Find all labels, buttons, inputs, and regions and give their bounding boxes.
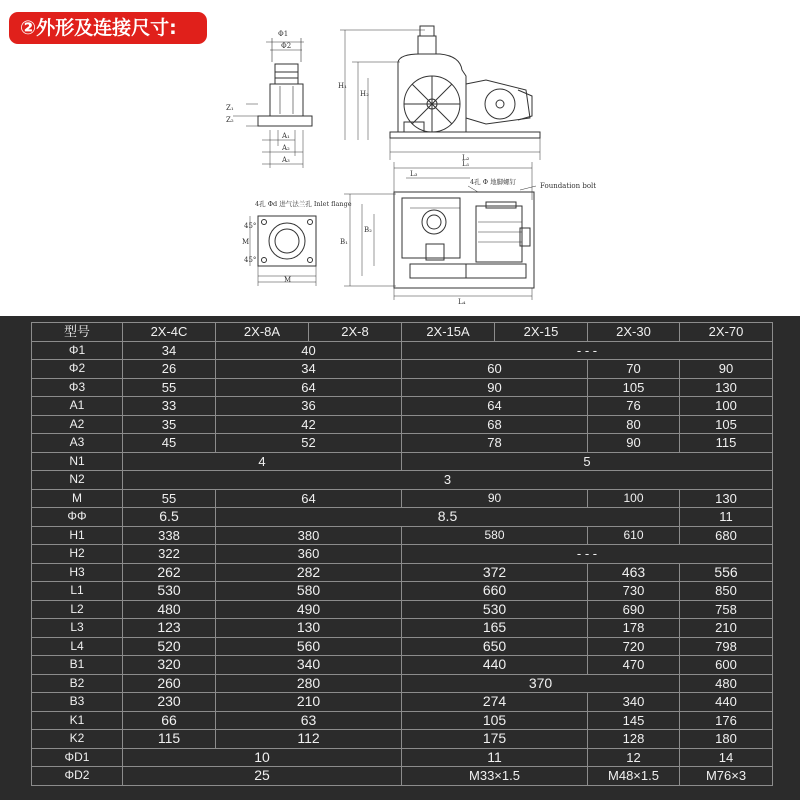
row-label: N1 bbox=[32, 452, 123, 471]
table-cell: 210 bbox=[216, 693, 402, 712]
dim-label-l2: L₂ bbox=[462, 154, 470, 162]
front-elevation-view bbox=[340, 26, 540, 160]
table-cell: 650 bbox=[402, 637, 588, 656]
table-cell: 580 bbox=[216, 582, 402, 601]
table-cell: 360 bbox=[216, 545, 402, 564]
table-row bbox=[32, 378, 773, 397]
table-row bbox=[32, 730, 773, 749]
table-cell: 610 bbox=[588, 526, 680, 545]
foundation-bolt-label: Foundation bolt bbox=[540, 182, 597, 190]
column-header-2x-15a: 2X-15A bbox=[402, 323, 495, 342]
table-cell: 10 bbox=[123, 748, 402, 767]
table-cell: 180 bbox=[680, 730, 773, 749]
table-cell: 12 bbox=[588, 748, 680, 767]
row-label: Φ2 bbox=[32, 360, 123, 379]
table-cell: 5 bbox=[402, 452, 773, 471]
table-row bbox=[32, 508, 773, 527]
spec-table-panel bbox=[0, 316, 800, 800]
anchor-bolt-label: 4孔 Φ 地脚螺钉 bbox=[470, 178, 517, 186]
table-cell: 34 bbox=[123, 341, 216, 360]
table-cell: 260 bbox=[123, 674, 216, 693]
dim-label-h1: H₁ bbox=[338, 82, 347, 90]
dim-label-z2: Z₂ bbox=[226, 116, 234, 124]
table-row bbox=[32, 711, 773, 730]
table-cell: 470 bbox=[588, 656, 680, 675]
table-cell: 262 bbox=[123, 563, 216, 582]
table-cell: 90 bbox=[588, 434, 680, 453]
table-row bbox=[32, 489, 773, 508]
table-row bbox=[32, 452, 773, 471]
row-label: B3 bbox=[32, 693, 123, 712]
dim-label-phi1: Φ1 bbox=[278, 30, 289, 38]
column-header-2x-4c: 2X-4C bbox=[123, 323, 216, 342]
table-cell: - - - bbox=[402, 341, 773, 360]
table-row bbox=[32, 397, 773, 416]
table-cell: 3 bbox=[123, 471, 773, 490]
section-title: ②外形及连接尺寸: bbox=[20, 17, 177, 39]
column-header-model: 型号 bbox=[32, 323, 123, 342]
plan-view-flange bbox=[250, 216, 316, 286]
table-cell: 372 bbox=[402, 563, 588, 582]
table-cell: 176 bbox=[680, 711, 773, 730]
table-row bbox=[32, 415, 773, 434]
table-cell: 90 bbox=[402, 489, 588, 508]
table-cell: 42 bbox=[216, 415, 402, 434]
table-cell: 530 bbox=[123, 582, 216, 601]
row-label: ΦD2 bbox=[32, 767, 123, 786]
column-header-2x-70: 2X-70 bbox=[680, 323, 773, 342]
table-row bbox=[32, 656, 773, 675]
table-header-row bbox=[32, 323, 773, 342]
row-label: Φ1 bbox=[32, 341, 123, 360]
table-cell: 115 bbox=[123, 730, 216, 749]
table-cell: 380 bbox=[216, 526, 402, 545]
row-label: A1 bbox=[32, 397, 123, 416]
table-cell: 210 bbox=[680, 619, 773, 638]
table-cell: 690 bbox=[588, 600, 680, 619]
table-cell: 560 bbox=[216, 637, 402, 656]
table-cell: 280 bbox=[216, 674, 402, 693]
row-label: L4 bbox=[32, 637, 123, 656]
table-cell: 530 bbox=[402, 600, 588, 619]
technical-drawing bbox=[0, 0, 800, 320]
table-cell: 338 bbox=[123, 526, 216, 545]
table-cell: 90 bbox=[402, 378, 588, 397]
table-cell: 322 bbox=[123, 545, 216, 564]
table-row bbox=[32, 341, 773, 360]
table-row bbox=[32, 619, 773, 638]
table-cell: 340 bbox=[588, 693, 680, 712]
dim-label-l4: L₄ bbox=[458, 298, 466, 306]
dimension-spec-table bbox=[31, 322, 773, 786]
table-cell: 175 bbox=[402, 730, 588, 749]
table-cell: 4 bbox=[123, 452, 402, 471]
table-cell: 480 bbox=[123, 600, 216, 619]
table-cell: 64 bbox=[402, 397, 588, 416]
side-view-inlet bbox=[233, 38, 312, 168]
dim-label-45b: 45° bbox=[244, 256, 257, 264]
dim-label-a3: A₃ bbox=[282, 156, 290, 164]
table-row bbox=[32, 526, 773, 545]
row-label: K1 bbox=[32, 711, 123, 730]
table-row bbox=[32, 360, 773, 379]
table-cell: 340 bbox=[216, 656, 402, 675]
table-cell: 490 bbox=[216, 600, 402, 619]
table-cell: 660 bbox=[402, 582, 588, 601]
table-cell: 274 bbox=[402, 693, 588, 712]
table-cell: 556 bbox=[680, 563, 773, 582]
table-row bbox=[32, 693, 773, 712]
table-cell: 580 bbox=[402, 526, 588, 545]
table-cell: 70 bbox=[588, 360, 680, 379]
table-cell: 40 bbox=[216, 341, 402, 360]
table-cell: 36 bbox=[216, 397, 402, 416]
table-cell: 798 bbox=[680, 637, 773, 656]
dim-label-l3: L₃ bbox=[410, 170, 418, 178]
row-label: ΦΦ bbox=[32, 508, 123, 527]
row-label: A2 bbox=[32, 415, 123, 434]
dim-label-a1: A₁ bbox=[282, 132, 290, 140]
row-label: M bbox=[32, 489, 123, 508]
dim-label-l1: L₁ bbox=[462, 160, 470, 168]
row-label: L3 bbox=[32, 619, 123, 638]
table-cell: 850 bbox=[680, 582, 773, 601]
column-header-2x-8a: 2X-8A bbox=[216, 323, 309, 342]
column-header-2x-8: 2X-8 bbox=[309, 323, 402, 342]
table-cell: - - - bbox=[402, 545, 773, 564]
dim-label-45a: 45° bbox=[244, 222, 257, 230]
table-cell: 440 bbox=[402, 656, 588, 675]
table-cell: 26 bbox=[123, 360, 216, 379]
table-cell: 64 bbox=[216, 378, 402, 397]
table-cell: 66 bbox=[123, 711, 216, 730]
table-cell: 282 bbox=[216, 563, 402, 582]
table-row bbox=[32, 767, 773, 786]
row-label: B2 bbox=[32, 674, 123, 693]
row-label: A3 bbox=[32, 434, 123, 453]
table-cell: 52 bbox=[216, 434, 402, 453]
table-cell: M48×1.5 bbox=[588, 767, 680, 786]
table-cell: 178 bbox=[588, 619, 680, 638]
table-cell: 230 bbox=[123, 693, 216, 712]
dim-label-phi2: Φ2 bbox=[281, 42, 292, 50]
table-cell: 480 bbox=[680, 674, 773, 693]
table-row bbox=[32, 545, 773, 564]
table-cell: 463 bbox=[588, 563, 680, 582]
table-cell: M33×1.5 bbox=[402, 767, 588, 786]
row-label: L2 bbox=[32, 600, 123, 619]
table-cell: 8.5 bbox=[216, 508, 680, 527]
table-cell: 730 bbox=[588, 582, 680, 601]
table-cell: 6.5 bbox=[123, 508, 216, 527]
dim-label-b1: B₁ bbox=[340, 238, 348, 246]
dim-label-m2: M bbox=[284, 276, 292, 284]
table-cell: 758 bbox=[680, 600, 773, 619]
dim-label-m1: M bbox=[242, 238, 250, 246]
dim-label-b2: B₂ bbox=[364, 226, 372, 234]
table-cell: 128 bbox=[588, 730, 680, 749]
table-cell: 55 bbox=[123, 378, 216, 397]
table-cell: 11 bbox=[402, 748, 588, 767]
table-cell: 11 bbox=[680, 508, 773, 527]
row-label: H3 bbox=[32, 563, 123, 582]
table-cell: 34 bbox=[216, 360, 402, 379]
row-label: ΦD1 bbox=[32, 748, 123, 767]
table-cell: 165 bbox=[402, 619, 588, 638]
table-row bbox=[32, 637, 773, 656]
table-cell: 63 bbox=[216, 711, 402, 730]
table-cell: 600 bbox=[680, 656, 773, 675]
dim-label-a2: A₂ bbox=[282, 144, 290, 152]
dim-label-h2: H₂ bbox=[360, 90, 369, 98]
table-cell: 45 bbox=[123, 434, 216, 453]
table-cell: 80 bbox=[588, 415, 680, 434]
column-header-2x-15: 2X-15 bbox=[495, 323, 588, 342]
table-cell: 520 bbox=[123, 637, 216, 656]
row-label: K2 bbox=[32, 730, 123, 749]
table-row bbox=[32, 563, 773, 582]
row-label: N2 bbox=[32, 471, 123, 490]
table-cell: 68 bbox=[402, 415, 588, 434]
dim-label-z1: Z₁ bbox=[226, 104, 234, 112]
table-cell: 35 bbox=[123, 415, 216, 434]
table-cell: 123 bbox=[123, 619, 216, 638]
row-label: B1 bbox=[32, 656, 123, 675]
table-cell: 90 bbox=[680, 360, 773, 379]
table-cell: 115 bbox=[680, 434, 773, 453]
table-cell: 105 bbox=[680, 415, 773, 434]
table-cell: 130 bbox=[680, 378, 773, 397]
table-cell: 320 bbox=[123, 656, 216, 675]
table-cell: 112 bbox=[216, 730, 402, 749]
table-cell: 130 bbox=[216, 619, 402, 638]
row-label: H1 bbox=[32, 526, 123, 545]
table-cell: 370 bbox=[402, 674, 680, 693]
table-cell: 76 bbox=[588, 397, 680, 416]
table-cell: 64 bbox=[216, 489, 402, 508]
inlet-flange-label: 4孔 Φd 进气法兰孔 Inlet flange bbox=[255, 200, 352, 208]
table-cell: 720 bbox=[588, 637, 680, 656]
table-row bbox=[32, 748, 773, 767]
table-cell: 100 bbox=[680, 397, 773, 416]
table-cell: 33 bbox=[123, 397, 216, 416]
row-label: L1 bbox=[32, 582, 123, 601]
column-header-2x-30: 2X-30 bbox=[588, 323, 680, 342]
table-row bbox=[32, 582, 773, 601]
table-cell: 25 bbox=[123, 767, 402, 786]
row-label: H2 bbox=[32, 545, 123, 564]
table-cell: 680 bbox=[680, 526, 773, 545]
table-cell: 100 bbox=[588, 489, 680, 508]
table-cell: 440 bbox=[680, 693, 773, 712]
table-cell: 145 bbox=[588, 711, 680, 730]
table-cell: 130 bbox=[680, 489, 773, 508]
table-row bbox=[32, 471, 773, 490]
row-label: Φ3 bbox=[32, 378, 123, 397]
table-cell: 105 bbox=[588, 378, 680, 397]
table-cell: M76×3 bbox=[680, 767, 773, 786]
table-cell: 60 bbox=[402, 360, 588, 379]
table-row bbox=[32, 674, 773, 693]
table-cell: 105 bbox=[402, 711, 588, 730]
table-cell: 78 bbox=[402, 434, 588, 453]
table-row bbox=[32, 434, 773, 453]
table-cell: 14 bbox=[680, 748, 773, 767]
table-cell: 55 bbox=[123, 489, 216, 508]
table-row bbox=[32, 600, 773, 619]
